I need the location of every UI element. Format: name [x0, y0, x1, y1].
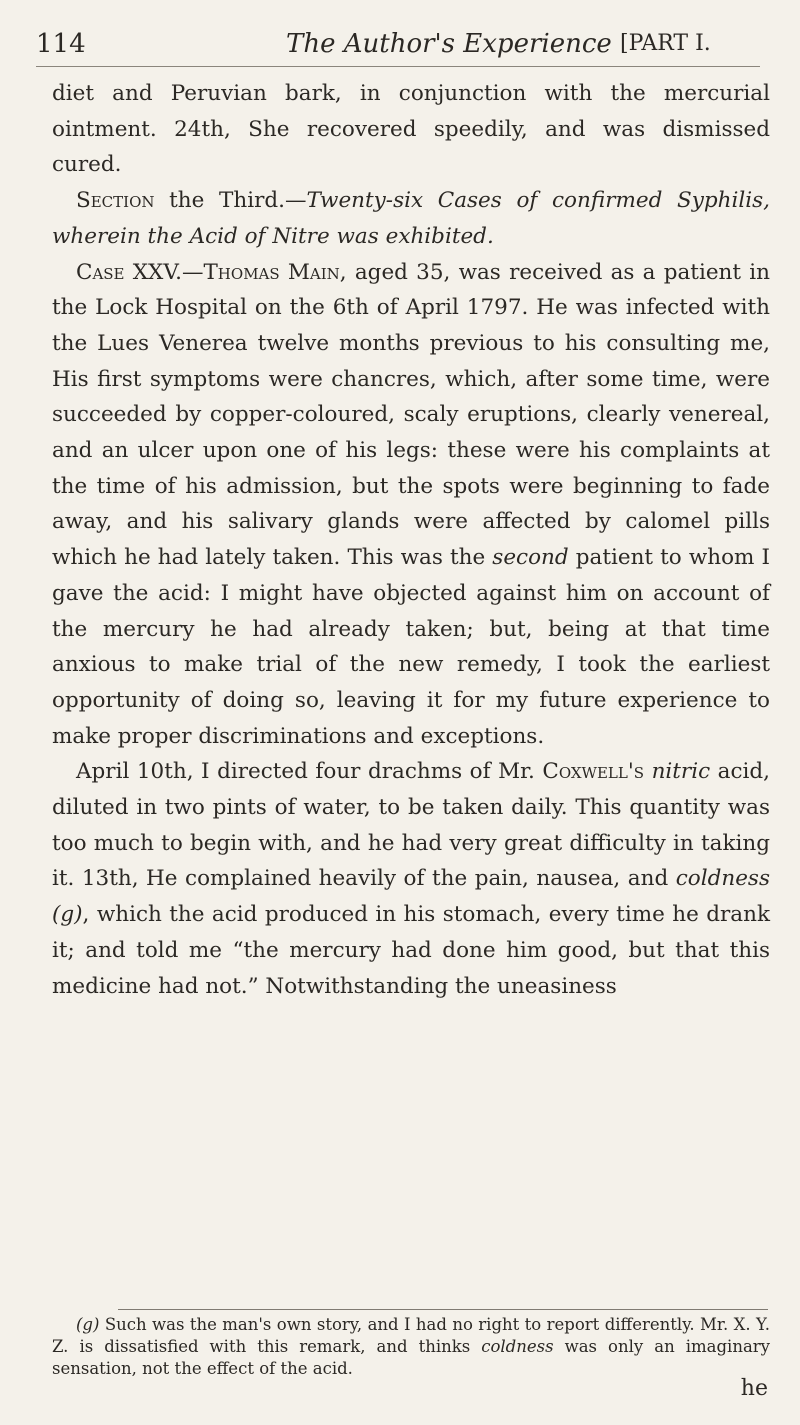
footnote: [52, 1314, 770, 1380]
emphasis-second: second: [492, 545, 569, 571]
footnote-paragraph: [52, 1314, 770, 1380]
section-number: the Third.—: [154, 188, 307, 214]
section-title: Twenty-six Cases of confirmed Syphilis, wherein the Acid of Nitre was exhibited.: [52, 188, 770, 249]
emphasis-nitric: nitric: [651, 759, 711, 785]
case-label: Case XXV.: [76, 259, 182, 285]
name-coxwell: Coxwell's: [542, 759, 645, 785]
footnote-text-2: was only an imaginary sensation, not the effect of the acid.: [52, 1337, 770, 1378]
catchword: he: [740, 1376, 768, 1401]
section-label: Section: [76, 188, 155, 214]
april-text-2: acid, diluted in two pints of water, to be taken daily. This quantity was too much to begin with, and he had very great difficulty in taking it. 13th, He complained heavily of the pain, nausea, and: [52, 759, 770, 892]
paragraph-continuation: diet and Peruvian bark, in conjunction with the mercurial ointment. 24th, She recovered speedily, and was dismissed cured.: [52, 81, 770, 178]
footnote-rule: [118, 1309, 768, 1310]
footnote-marker: (g): [76, 1315, 100, 1334]
emphasis-coldness: coldness (g): [52, 866, 770, 928]
april-text-3: , which the acid produced in his stomach, every time he drank it; and told me “the mercury had done him good, but that this medicine had not.” Notwithstanding the uneasiness: [52, 902, 770, 999]
header-rule: [36, 66, 760, 67]
case-paragraph: [52, 255, 770, 755]
body-text: [52, 76, 770, 1004]
april-text: April 10th, I directed four drachms of Mr.: [76, 759, 543, 785]
page-number: 114: [36, 29, 86, 59]
case-text: aged 35, was received as a patient in the Lock Hospital on the 6th of April 1797. He was infected with the Lues Venerea twelve months previous to his consulting me, His first symptoms were chancres, which, after some time, were succeeded by copper-coloured, scaly eruptions, clearly venereal, and an ulcer upon one of his legs: these were his complaints at the time of his admission, but the spots were beginning to fade away, and his salivary glands were affected by calomel pills which he had lately taken. This was the: [52, 259, 770, 571]
footnote-emphasis-coldness: coldness: [481, 1337, 554, 1356]
footnote-text: Such was the man's own story, and I had no right to report differently. Mr. X. Y. Z. is dissatisfied with this remark, and thinks: [52, 1315, 770, 1356]
case-dash: —: [181, 259, 204, 285]
april-space: [644, 759, 652, 784]
part-marker: [PART I.: [620, 31, 711, 56]
page-header: [36, 24, 760, 64]
section-heading: [52, 183, 770, 254]
april-paragraph: [52, 754, 770, 1004]
patient-name: Thomas Main,: [203, 259, 347, 285]
running-title: The Author's Experience: [286, 29, 612, 59]
case-text-continued: patient to whom I gave the acid: I might have objected against him on account of the mercury he had already taken; but, being at that time anxious to make trial of the new remedy, I took the earliest opportunity of doing so, leaving it for my future experience to make proper discriminations and exceptions.: [52, 545, 770, 749]
